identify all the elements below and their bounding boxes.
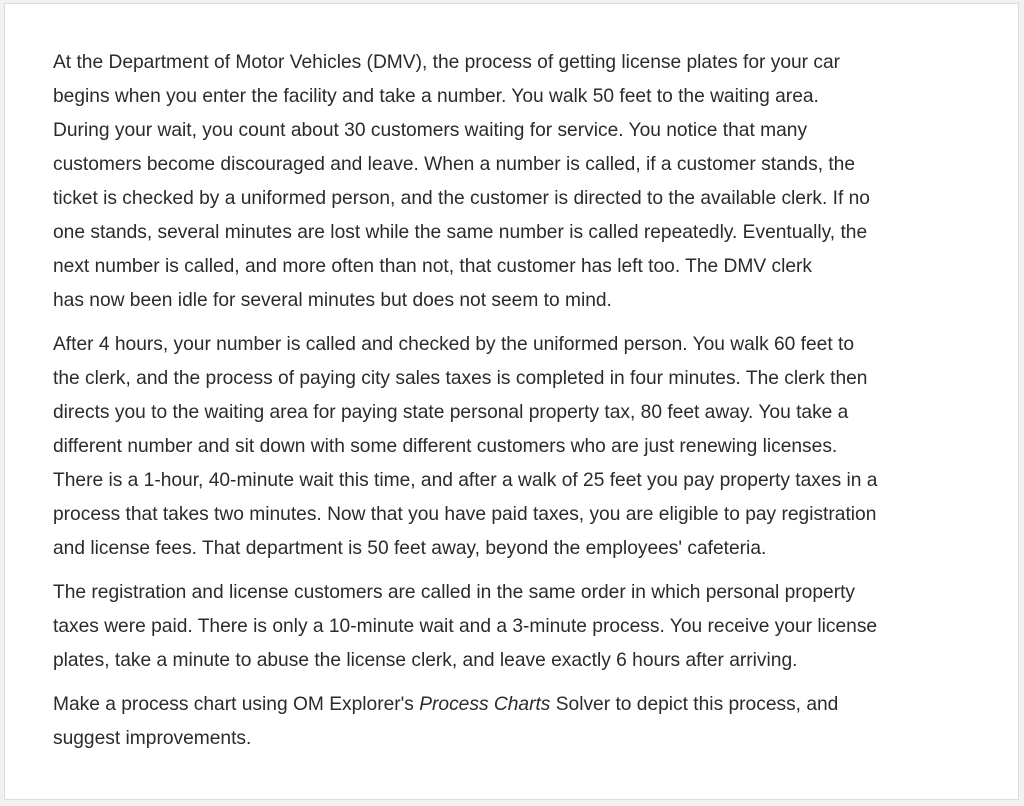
text-line: There is a 1-hour, 40-minute wait this time, and after a walk of 25 feet you pay property taxes in a — [53, 470, 878, 491]
problem-text — [53, 46, 988, 766]
text-line: After 4 hours, your number is called and checked by the uniformed person. You walk 60 feet to — [53, 334, 855, 355]
paragraph-registration — [53, 576, 988, 678]
paragraph-taxes — [53, 328, 988, 566]
text-line: process that takes two minutes. Now that you have paid taxes, you are eligible to pay registration — [53, 504, 877, 525]
text-line: taxes were paid. There is only a 10-minute wait and a 3-minute process. You receive your license — [53, 616, 878, 637]
text-line: At the Department of Motor Vehicles (DMV), the process of getting license plates for your car — [53, 52, 841, 73]
text-line: different number and sit down with some different customers who are just renewing licenses. — [53, 436, 838, 457]
text-line: and license fees. That department is 50 feet away, beyond the employees' cafeteria. — [53, 538, 767, 559]
text-line: suggest improvements. — [53, 728, 252, 749]
text-line: directs you to the waiting area for paying state personal property tax, 80 feet away. You take a — [53, 402, 849, 423]
text-line: During your wait, you count about 30 customers waiting for service. You notice that many — [53, 120, 808, 141]
paragraph-task — [53, 688, 988, 756]
paragraph-dmv-intro — [53, 46, 988, 318]
problem-card — [4, 3, 1019, 800]
text-line: has now been idle for several minutes but does not seem to mind. — [53, 290, 612, 311]
text-line: ticket is checked by a uniformed person, and the customer is directed to the available clerk. If no — [53, 188, 870, 209]
text-line: customers become discouraged and leave. When a number is called, if a customer stands, the — [53, 154, 856, 175]
task-text-before: Make a process chart using OM Explorer's — [53, 694, 420, 715]
text-line: next number is called, and more often than not, that customer has left too. The DMV clerk — [53, 256, 813, 277]
text-line: The registration and license customers are called in the same order in which personal property — [53, 582, 856, 603]
text-line — [53, 688, 988, 722]
process-charts-italic: Process Charts — [419, 694, 551, 715]
text-line: one stands, several minutes are lost while the same number is called repeatedly. Eventually, the — [53, 222, 868, 243]
text-line: begins when you enter the facility and take a number. You walk 50 feet to the waiting area. — [53, 86, 819, 107]
text-line: plates, take a minute to abuse the license clerk, and leave exactly 6 hours after arriving. — [53, 650, 798, 671]
text-line: the clerk, and the process of paying city sales taxes is completed in four minutes. The clerk then — [53, 368, 868, 389]
task-text-after: Solver to depict this process, and — [550, 694, 839, 715]
